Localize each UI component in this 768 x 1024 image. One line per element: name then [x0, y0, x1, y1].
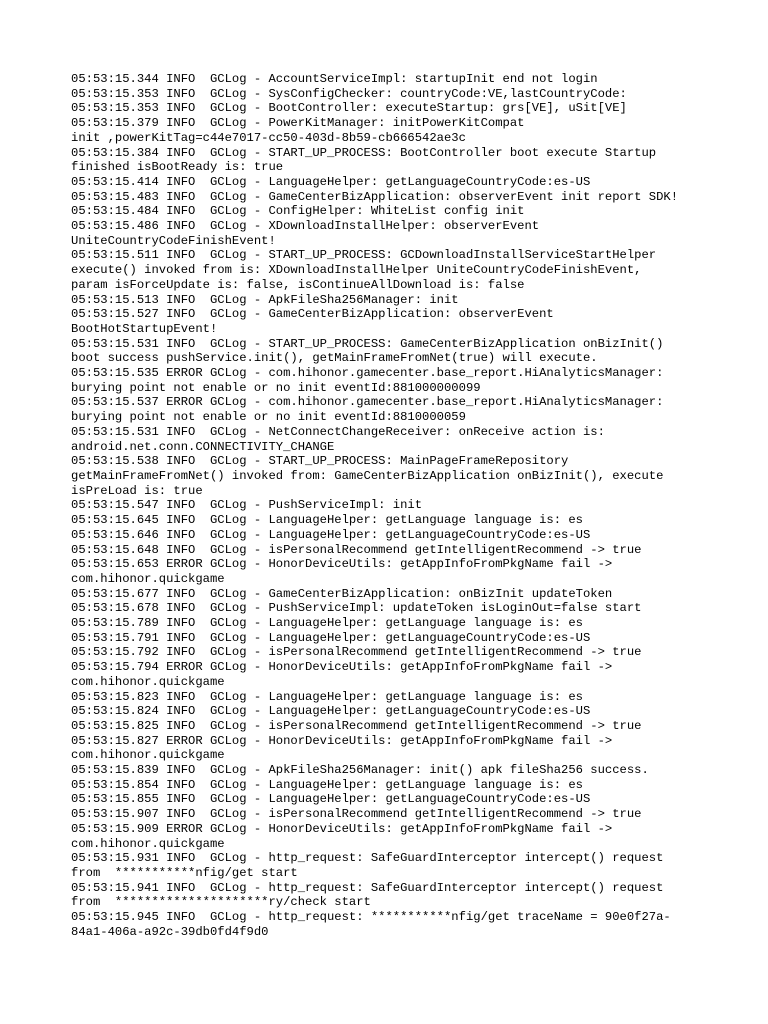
log-entry: 05:53:15.379 INFO GCLog - PowerKitManager: initPowerKitCompat init ,powerKitTag=c44e7017-cc50-403d-8b59-cb666542ae3c — [71, 116, 525, 145]
log-entry: 05:53:15.941 INFO GCLog - http_request: SafeGuardInterceptor intercept() request from *********************ry/check start — [71, 880, 664, 910]
log-entry: 05:53:15.789 INFO GCLog - LanguageHelper: getLanguage language is: es — [71, 616, 583, 631]
log-entry: 05:53:15.535 ERROR GCLog - com.hihonor.gamecenter.base_report.HiAnalyticsManager: burying point not enable or no init eventId:881000000099 — [71, 366, 664, 395]
log-entry: 05:53:15.531 INFO GCLog - NetConnectChangeReceiver: onReceive action is: android.net.conn.CONNECTIVITY_CHANGE — [71, 424, 605, 454]
log-entry: 05:53:15.384 INFO GCLog - START_UP_PROCESS: BootController boot execute Startup finished isBootReady is: true — [71, 145, 657, 175]
log-entry: 05:53:15.791 INFO GCLog - LanguageHelper: getLanguageCountryCode:es-US — [71, 630, 591, 645]
log-entry: 05:53:15.344 INFO GCLog - AccountServiceImpl: startupInit end not login — [71, 72, 598, 86]
log-entry: 05:53:15.484 INFO GCLog - ConfigHelper: WhiteList config init — [71, 204, 525, 219]
log-entry: 05:53:15.825 INFO GCLog - isPersonalRecommend getIntelligentRecommend -> true — [71, 718, 642, 733]
log-document — [71, 72, 711, 939]
log-entry: 05:53:15.677 INFO GCLog - GameCenterBizApplication: onBizInit updateToken — [71, 586, 613, 601]
log-entry: 05:53:15.486 INFO GCLog - XDownloadInstallHelper: observerEvent UniteCountryCodeFinishEvent! — [71, 219, 540, 248]
log-entry: 05:53:15.648 INFO GCLog - isPersonalRecommend getIntelligentRecommend -> true — [71, 542, 642, 557]
log-entry: 05:53:15.537 ERROR GCLog - com.hihonor.gamecenter.base_report.HiAnalyticsManager: burying point not enable or no init eventId:8810000059 — [71, 395, 664, 425]
log-entry: 05:53:15.931 INFO GCLog - http_request: SafeGuardInterceptor intercept() request from ***********nfig/get start — [71, 851, 664, 880]
log-entry: 05:53:15.483 INFO GCLog - GameCenterBizApplication: observerEvent init report SDK! — [71, 189, 679, 204]
log-entry: 05:53:15.854 INFO GCLog - LanguageHelper: getLanguage language is: es — [71, 777, 583, 792]
log-entry: 05:53:15.792 INFO GCLog - isPersonalRecommend getIntelligentRecommend -> true — [71, 645, 642, 660]
log-entry: 05:53:15.531 INFO GCLog - START_UP_PROCESS: GameCenterBizApplication onBizInit() boot success pushService.init(), getMainFrameFromNet(true) will execute. — [71, 336, 664, 366]
log-entry: 05:53:15.547 INFO GCLog - PushServiceImpl: init — [71, 498, 423, 513]
log-entry: 05:53:15.653 ERROR GCLog - HonorDeviceUtils: getAppInfoFromPkgName fail -> com.hihonor.quickgame — [71, 557, 613, 586]
log-entry: 05:53:15.513 INFO GCLog - ApkFileSha256Manager: init — [71, 292, 459, 307]
log-entry: 05:53:15.353 INFO GCLog - SysConfigChecker: countryCode:VE,lastCountryCode: — [71, 86, 627, 101]
log-entry: 05:53:15.678 INFO GCLog - PushServiceImpl: updateToken isLoginOut=false start — [71, 601, 642, 616]
log-entry: 05:53:15.839 INFO GCLog - ApkFileSha256Manager: init() apk fileSha256 success. — [71, 763, 649, 778]
log-entry: 05:53:15.907 INFO GCLog - isPersonalRecommend getIntelligentRecommend -> true — [71, 807, 642, 822]
log-entry: 05:53:15.824 INFO GCLog - LanguageHelper: getLanguageCountryCode:es-US — [71, 704, 591, 719]
log-entry: 05:53:15.823 INFO GCLog - LanguageHelper: getLanguage language is: es — [71, 689, 583, 704]
log-entry: 05:53:15.645 INFO GCLog - LanguageHelper: getLanguage language is: es — [71, 513, 583, 528]
log-entry: 05:53:15.538 INFO GCLog - START_UP_PROCESS: MainPageFrameRepository getMainFrameFromNet() invoked from: GameCenterBizApplication onBizInit(), execute isPreLoad is: true — [71, 454, 664, 498]
log-entry: 05:53:15.511 INFO GCLog - START_UP_PROCESS: GCDownloadInstallServiceStartHelper execute() invoked from is: XDownloadInstallHelper UniteCountryCodeFinishEvent, param isForceUpdate is: false, isContinueAllDownload is: false — [71, 248, 657, 292]
log-entry: 05:53:15.855 INFO GCLog - LanguageHelper: getLanguageCountryCode:es-US — [71, 792, 591, 807]
log-entry: 05:53:15.945 INFO GCLog - http_request: ***********nfig/get traceName = 90e0f27a- 84a1-406a-a92c-39db0fd4f9d0 — [71, 910, 671, 939]
log-entry: 05:53:15.353 INFO GCLog - BootController: executeStartup: grs[VE], uSit[VE] — [71, 101, 627, 116]
log-entry: 05:53:15.827 ERROR GCLog - HonorDeviceUtils: getAppInfoFromPkgName fail -> com.hihonor.quickgame — [71, 733, 613, 763]
log-entry: 05:53:15.794 ERROR GCLog - HonorDeviceUtils: getAppInfoFromPkgName fail -> com.hihonor.quickgame — [71, 660, 613, 689]
log-entry: 05:53:15.527 INFO GCLog - GameCenterBizApplication: observerEvent BootHotStartupEvent! — [71, 307, 554, 336]
log-entry: 05:53:15.646 INFO GCLog - LanguageHelper: getLanguageCountryCode:es-US — [71, 527, 591, 542]
log-entry: 05:53:15.414 INFO GCLog - LanguageHelper: getLanguageCountryCode:es-US — [71, 174, 591, 189]
log-entry: 05:53:15.909 ERROR GCLog - HonorDeviceUtils: getAppInfoFromPkgName fail -> com.hihonor.quickgame — [71, 821, 613, 851]
